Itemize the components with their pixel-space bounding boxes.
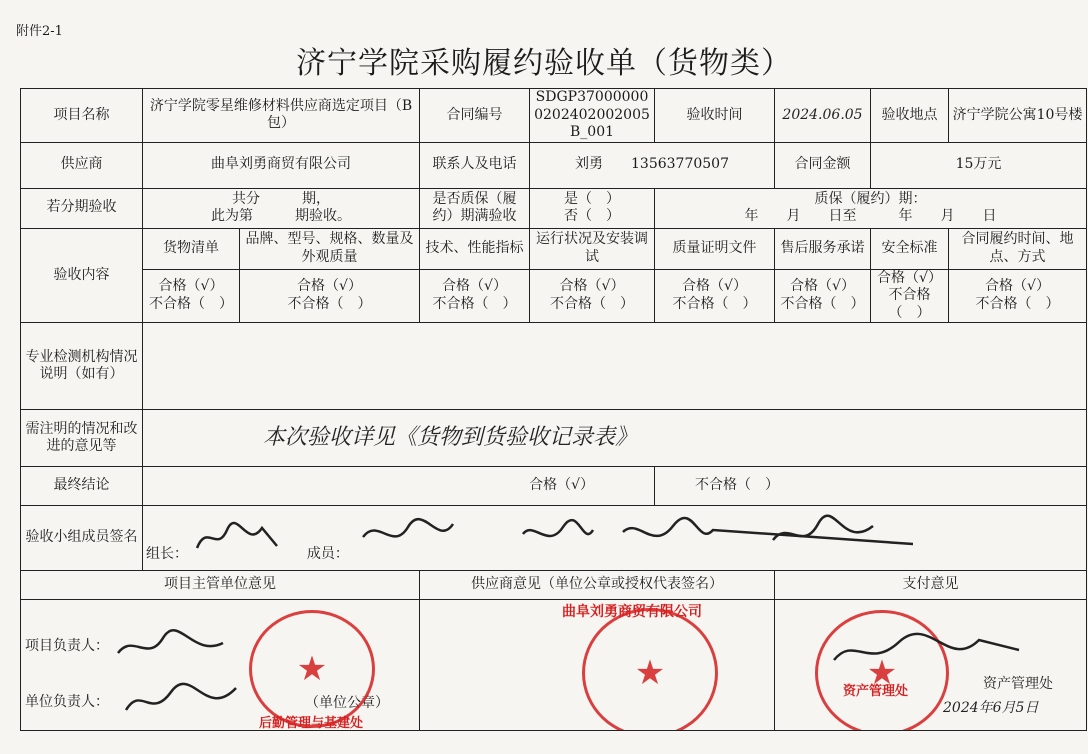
dept-stamp-text: 后勤管理与基建处 xyxy=(259,716,364,731)
warranty-period-dates: 年 月 日至 年 月 日 xyxy=(744,208,997,224)
conclusion-pass: 合格（√） xyxy=(143,467,655,506)
accept-place-value: 济宁学院公寓10号楼 xyxy=(949,89,1087,143)
supplier-label: 供应商 xyxy=(21,142,143,188)
conclusion-label: 最终结论 xyxy=(21,467,143,506)
accept-time-label: 验收时间 xyxy=(655,89,775,143)
warranty-no: 否（ ） xyxy=(564,208,621,224)
item-header: 技术、性能指标 xyxy=(420,228,530,269)
pass-mark: 合格（√） xyxy=(442,278,507,295)
team-label: 验收小组成员签名 xyxy=(21,506,143,571)
installment-label: 若分期验收 xyxy=(21,188,143,228)
pass-mark: 合格（√） xyxy=(297,278,362,295)
fail-mark: 不合格（ ） xyxy=(780,295,865,312)
item-result xyxy=(949,269,1087,323)
item-header: 合同履约时间、地点、方式 xyxy=(949,228,1087,269)
leader-label: 组长： xyxy=(146,546,188,563)
unit-lead-label: 单位负责人： xyxy=(25,694,109,710)
inspection-value xyxy=(143,323,1087,410)
contact-label: 联系人及电话 xyxy=(420,142,530,188)
item-header: 售后服务承诺 xyxy=(775,228,871,269)
installment-text xyxy=(143,188,420,228)
team-signatures xyxy=(143,506,1087,571)
warranty-period-label: 质保（履约）期： xyxy=(814,190,927,207)
warranty-label: 是否质保（履约）期满验收 xyxy=(420,188,530,228)
acceptance-label: 验收内容 xyxy=(21,228,143,323)
supplier-opinion xyxy=(420,600,775,731)
warranty-choice xyxy=(530,188,655,228)
fail-mark: 不合格（ ） xyxy=(672,295,757,312)
pass-mark: 合格（√） xyxy=(682,278,747,295)
member-signatures xyxy=(353,546,913,562)
project-lead-label: 项目负责人： xyxy=(25,638,109,654)
project-lead-signature xyxy=(113,628,233,670)
item-result xyxy=(143,269,240,323)
warranty-yes: 是（ ） xyxy=(564,190,621,207)
item-result xyxy=(420,269,530,323)
amount-value: 15万元 xyxy=(871,142,1087,188)
conclusion-fail: 不合格（ ） xyxy=(655,467,1087,506)
item-result xyxy=(775,269,871,323)
payment-signature xyxy=(829,630,1029,682)
star-icon: ★ xyxy=(866,652,898,693)
contact-value: 刘勇 13563770507 xyxy=(530,142,775,188)
installment-line2: 此为第 期验收。 xyxy=(211,208,351,224)
fail-mark: 不合格（ ） xyxy=(432,295,517,312)
supplier-value: 曲阜刘勇商贸有限公司 xyxy=(143,142,420,188)
item-header: 安全标准 xyxy=(871,228,949,269)
unit-seal-label: （单位公章） xyxy=(305,695,389,711)
payment-date: 2024年6月5日 xyxy=(943,700,1039,716)
payment-stamp-text: 资产管理处 xyxy=(843,684,909,699)
project-name-label: 项目名称 xyxy=(21,89,143,143)
item-header: 品牌、型号、规格、数量及外观质量 xyxy=(240,228,420,269)
fail-mark: 不合格（ ） xyxy=(888,287,931,321)
warranty-period xyxy=(655,188,1087,228)
acceptance-form-table xyxy=(20,88,1087,731)
item-result xyxy=(530,269,655,323)
star-icon: ★ xyxy=(296,648,328,689)
unit-lead-signature xyxy=(121,680,241,730)
dept-opinion xyxy=(21,600,420,731)
accept-place-label: 验收地点 xyxy=(871,89,949,143)
pass-mark: 合格（√） xyxy=(790,278,855,295)
contract-no-value: SDGP370000000202402002005B_001 xyxy=(530,89,655,143)
accept-time-value: 2024.06.05 xyxy=(775,89,871,143)
project-name-value: 济宁学院零星维修材料供应商选定项目（B包） xyxy=(143,89,420,143)
pass-mark: 合格（√） xyxy=(559,278,625,295)
notes-value: 本次验收详见《货物到货验收记录表》 xyxy=(143,410,1087,467)
leader-signature xyxy=(192,518,302,564)
fail-mark: 不合格（ ） xyxy=(287,295,372,312)
supplier-header: 供应商意见（单位公章或授权代表签名） xyxy=(420,571,775,600)
pass-mark: 合格（√） xyxy=(985,278,1050,295)
item-header: 货物清单 xyxy=(143,228,240,269)
fail-mark: 不合格（ ） xyxy=(550,295,635,312)
item-result xyxy=(655,269,775,323)
installment-line1: 共分 期， xyxy=(232,190,330,207)
pass-mark: 合格（√） xyxy=(877,269,942,286)
contract-no-label: 合同编号 xyxy=(420,89,530,143)
fail-mark: 不合格（ ） xyxy=(975,295,1060,312)
attachment-label: 附件2-1 xyxy=(16,24,63,39)
item-header: 运行状况及安装调试 xyxy=(530,228,655,269)
fail-mark: 不合格（ ） xyxy=(149,295,233,312)
dept-stamp xyxy=(249,610,375,728)
supplier-stamp xyxy=(582,608,718,731)
supplier-stamp-text: 曲阜刘勇商贸有限公司 xyxy=(562,604,703,620)
inspection-label: 专业检测机构情况说明（如有） xyxy=(21,323,143,410)
notes-label: 需注明的情况和改进的意见等 xyxy=(21,410,143,467)
pass-mark: 合格（√） xyxy=(158,278,224,295)
amount-label: 合同金额 xyxy=(775,142,871,188)
dept-header: 项目主管单位意见 xyxy=(21,571,420,600)
item-result xyxy=(871,269,949,323)
payment-header: 支付意见 xyxy=(775,571,1087,600)
star-icon: ★ xyxy=(634,652,666,693)
item-result xyxy=(240,269,420,323)
item-header: 质量证明文件 xyxy=(655,228,775,269)
asset-office-label: 资产管理处 xyxy=(983,676,1054,692)
members-label: 成员： xyxy=(306,546,349,563)
payment-opinion xyxy=(775,600,1087,731)
form-title: 济宁学院采购履约验收单（货物类） xyxy=(296,46,792,81)
